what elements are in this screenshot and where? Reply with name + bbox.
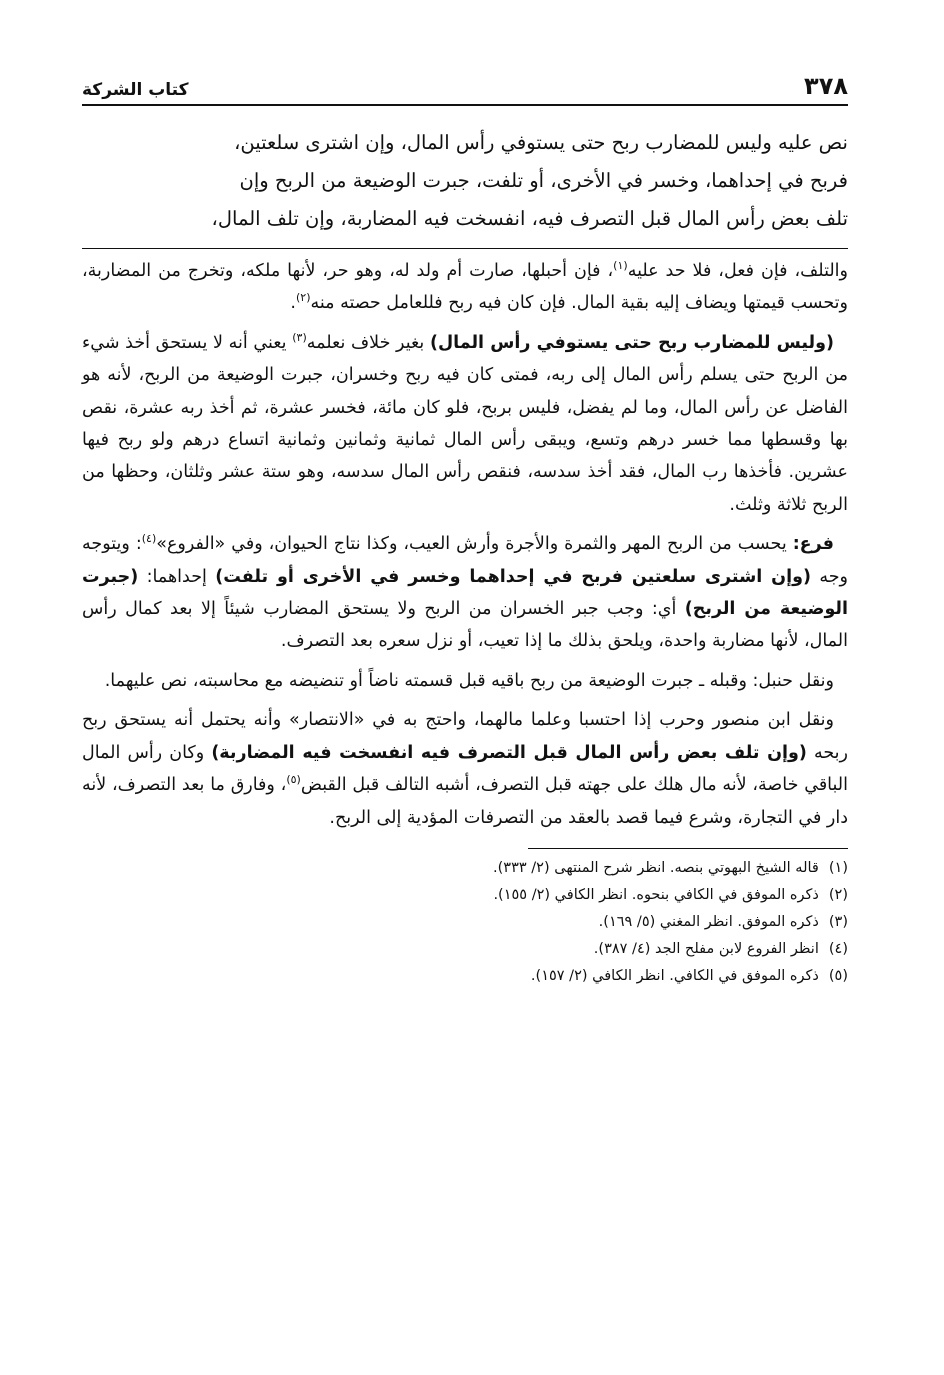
branch-label: فرع:	[792, 534, 834, 555]
footnote-item	[82, 963, 848, 990]
commentary-paragraph: فرع: يحسب من الربح المهر والثمرة والأجرة وأرش العيب، وكذا نتاج الحيوان، وفي «الفروع»$^{(٤)}$: ويتوجه وجه (وإن اشترى سلعتين فربح في إحداهما وخسر في الأخرى أو تلفت) إحداهما: (جبرت الوضيعة من الربح) أي: وجب جبر الخسران من الربح ولا يستحق المضارب شيئاً إلا بعد كمال رأس المال، لأنها مضاربة واحدة، ويلحق بذلك ما إذا تعيب، أو نزل سعره بعد التصرف.	[82, 532, 848, 652]
footnote-item	[82, 855, 848, 882]
footnote-number: (٥)	[828, 967, 848, 984]
footnote-text: ذكره الموفق في الكافي بنحوه. انظر الكافي (٢/ ١٥٥).	[493, 886, 819, 903]
commentary-paragraph: ونقل حنبل: وقبله ـ جبرت الوضيعة من ربح باقيه قبل قسمته ناضاً أو تنضيضه مع محاسبته، نص عليهما.	[104, 670, 834, 691]
commentary-paragraph: ونقل ابن منصور وحرب إذا احتسبا وعلما مالهما، واحتج به في «الانتصار» وأنه يحتمل أنه يستحق ربح ربحه (وإن تلف بعض رأس المال قبل التصرف فيه انفسخت فيه المضاربة) وكان رأس المال الباقي خاصة، لأنه مال هلك على جهته قبل التصرف، أشبه التالف قبل القبض$^{(٥)}$، وفارق ما بعد التصرف، لأنه دار في التجارة، وشرع فيما قصد بالعقد من التصرفات المؤدية إلى الربح.	[82, 710, 849, 828]
quoted-matn: (وليس للمضارب ربح حتى يستوفي رأس المال)	[429, 332, 834, 353]
matn-separator	[82, 248, 848, 249]
commentary-paragraph: والتلف، فإن فعل، فلا حد عليه$^{(١)}$، فإن أحبلها، صارت أم ولد له، وهو حر، لأنها ملكه، وتخرج من المضاربة، وتحسب قيمتها ويضاف إليه بقية المال. فإن كان فيه ربح فللعامل حصته منه$^{(٢)}$.	[82, 259, 848, 314]
matn-line: فربح في إحداهما، وخسر في الأخرى، أو تلفت، جبرت الوضيعة من الربح وإن	[239, 169, 848, 192]
commentary-paragraph: (وليس للمضارب ربح حتى يستوفي رأس المال) بغير خلاف نعلمه$^{(٣)}$ يعني أنه لا يستحق أخذ شيء من الربح حتى يسلم رأس المال إلى ربه، فمتى كان فيه ربح وخسران، جبرت الوضيعة من الربح، لأنه هو الفاضل عن رأس المال، وما لم يفضل، فليس بربح، فلو كان مائة، فخسر عشرة، ثم أخذ ربه عشرة، نقص بها وقسطها مما خسر درهم وتسع، ويبقى رأس المال ثمانية وثمانين وثمانية اتساع درهم ولو ربح فيها عشرين. فأخذها رب المال، فقد أخذ سدسه، فنقص رأس المال سدسه، وهو ستة عشر وثلثان، وحظها من الربح ثلاثة وثلث.	[82, 330, 848, 515]
footnote-item	[82, 909, 848, 936]
footnote-text: قاله الشيخ البهوتي بنصه. انظر شرح المنتهى (٢/ ٣٣٣).	[493, 859, 819, 876]
book-page	[82, 70, 848, 990]
quoted-matn: (وإن اشترى سلعتين فربح في إحداهما وخسر في الأخرى أو تلفت)	[215, 566, 811, 587]
footnote-text: انظر الفروع لابن مفلح الجد (٤/ ٣٨٧).	[593, 940, 819, 957]
quoted-matn: (جبرت الوضيعة من الربح)	[82, 566, 848, 620]
matn-line: نص عليه وليس للمضارب ربح حتى يستوفي رأس المال، وإن اشترى سلعتين،	[234, 131, 848, 154]
footnote-separator	[528, 848, 848, 849]
footnote-number: (٣)	[828, 913, 848, 930]
matn-line: تلف بعض رأس المال قبل التصرف فيه، انفسخت فيه المضاربة، وإن تلف المال،	[211, 207, 848, 230]
page-header	[82, 70, 848, 106]
footnote-number: (١)	[828, 859, 848, 876]
footnote-number: (٢)	[828, 886, 848, 903]
footnote-ref: (٥)	[286, 773, 301, 787]
footnote-number: (٤)	[828, 940, 848, 957]
footnote-ref: (٤)	[141, 532, 157, 546]
footnotes	[82, 855, 848, 990]
matn-text	[82, 124, 848, 238]
footnote-ref: (٢)	[295, 291, 311, 305]
footnote-ref: (٣)	[292, 330, 307, 344]
running-title: كتاب الشركة	[82, 80, 189, 100]
footnote-text: ذكره الموفق. انظر المغني (٥/ ١٦٩).	[598, 913, 819, 930]
footnote-item	[82, 882, 848, 909]
footnote-text: ذكره الموفق في الكافي. انظر الكافي (٢/ ١٥٧).	[530, 967, 819, 984]
footnote-ref: (١)	[613, 259, 628, 273]
quoted-matn: (وإن تلف بعض رأس المال قبل التصرف فيه انفسخت فيه المضاربة)	[211, 742, 807, 763]
sharh-commentary	[82, 255, 848, 834]
footnote-item	[82, 936, 848, 963]
page-number: ٣٧٨	[804, 72, 848, 100]
